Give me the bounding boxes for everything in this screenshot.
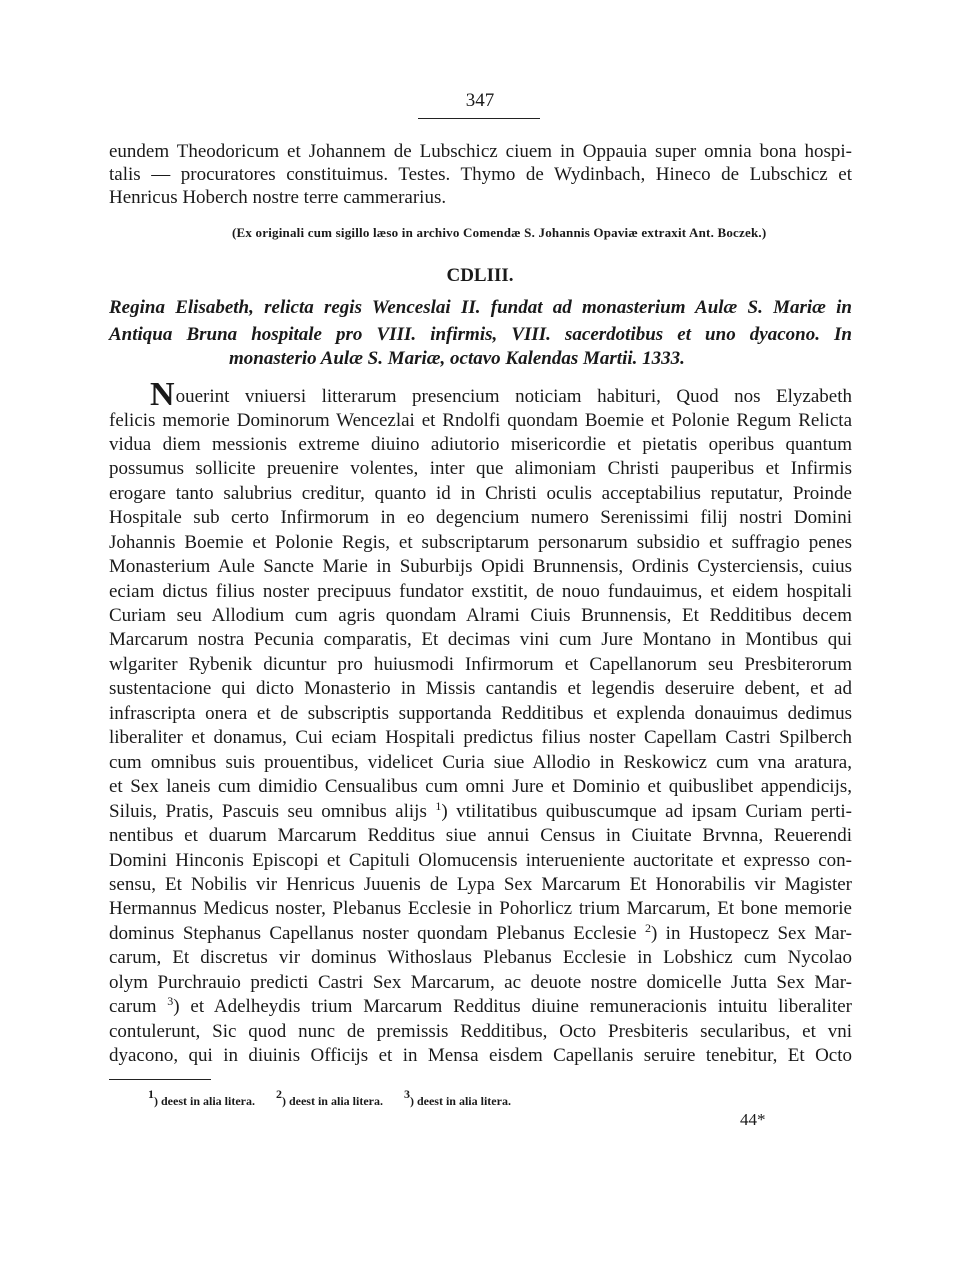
footnote	[148, 1087, 255, 1108]
body-line: sensu, Et Nobilis vir Henricus Juuenis de Lypa Sex Marcarum Et Honorabilis vir Magister	[109, 874, 852, 895]
page-number-rule	[418, 118, 540, 119]
body-line: erogare tanto salubrius creditur, quanto id in Christi oculis acceptabilius reputatur, Proinde	[109, 483, 852, 504]
document-number: CDLIII.	[446, 265, 514, 286]
body-first-line	[150, 376, 852, 413]
body-text: ) et Adelheydis trium Marcarum Redditus diuine remuneracionis intuitu liberaliter	[173, 996, 852, 1017]
body-line: Marcarum nostra Pecunia comparatis, Et decimas vini cum Jure Montano in Montibus qui	[109, 629, 852, 650]
body-line: possumus sollicite preuenire volentes, inter que alimoniam Christi pauperibus et Infirmis	[109, 458, 852, 479]
body-line: infrascripta onera et de subscriptis supportanda Redditibus et explenda donauimus dedimus	[109, 703, 852, 724]
body-line: Domini Hinconis Episcopi et Capituli Olomucensis interueniente auctoritate et expresso con-	[109, 850, 852, 871]
body-line: sustentacione qui dicto Monasterio in Missis cantandis et legendis deseruire debent, et ad	[109, 678, 852, 699]
footnote	[275, 1087, 383, 1108]
footnote-number: 3	[403, 1087, 410, 1101]
body-line: nentibus et duarum Marcarum Redditus siue annui Census in Ciuitate Brvnna, Reuerendi	[109, 825, 852, 846]
body-line: Curiam seu Allodium cum agris quondam Alrami Ciuis Brunnensis, Et Redditibus decem	[109, 605, 852, 626]
intro-line: eundem Theodoricum et Johannem de Lubschicz ciuem in Oppauia super omnia bona hospi-	[109, 141, 852, 162]
body-line: contulerunt, Sic quod nunc de premissis Redditibus, Octo Presbiteris secularibus, et vni	[109, 1021, 852, 1042]
body-line: et Sex laneis cum dimidio Censualibus cum omni Jure et Dominio et quibuslibet appendicijs,	[109, 776, 852, 797]
sheet-signature: 44*	[740, 1110, 766, 1129]
body-line: eciam dictus filius noster precipuus fundator exstitit, de nouo fundauimus, et eidem hospitali	[109, 581, 852, 602]
body-line: dyacono, qui in diuinis Officijs et in Mensa eisdem Capellanis seruire tenebitur, Et Octo	[109, 1045, 852, 1066]
footnote-mark: 3	[167, 994, 174, 1008]
body-line: liberaliter et donamus, Cui eciam Hospitali predictus filius noster Capellam Castri Spilberch	[109, 727, 852, 748]
body-line: Hermannus Medicus noster, Plebanus Ecclesie in Pohorlicz trium Marcarum, Et bone memorie	[109, 898, 852, 919]
body-line: Monasterium Aule Sancte Marie in Suburbijs Opidi Brunnensis, Ordinis Cysterciensis, cuius	[109, 556, 852, 577]
footnote-mark: 2	[644, 921, 651, 935]
body-line: Hospitale sub certo Infirmorum in eo degencium numero Serenissimi filij nostri Domini	[109, 507, 852, 528]
body-line	[109, 995, 852, 1019]
document-title-line: monasterio Aulæ S. Mariæ, octavo Kalendas Martii. 1333.	[229, 348, 685, 369]
source-note: (Ex originali cum sigillo læso in archivo Comendæ S. Johannis Opaviæ extraxit Ant. Boczek.)	[232, 225, 767, 240]
document-title-line: Antiqua Bruna hospitale pro VIII. infirmis, VIII. sacerdotibus et uno dyacono. In	[109, 324, 852, 345]
body-text: carum	[109, 996, 168, 1017]
footnote-number: 1	[148, 1087, 154, 1101]
body-line: vidua diem messionis extreme diuino adiutorio misericordie et pietatis operibus quantum	[109, 434, 852, 455]
body-line	[109, 800, 852, 824]
footnote-text: ) deest in alia litera.	[154, 1094, 255, 1108]
body-line: felicis memorie Dominorum Wencezlai et Rndolfi quondam Boemie et Polonie Regum Relicta	[109, 410, 852, 431]
intro-line: Henricus Hoberch nostre terre cammerarius.	[109, 187, 447, 208]
footnote	[403, 1087, 511, 1108]
body-text: Siluis, Pratis, Pascuis seu omnibus alijs	[109, 801, 436, 822]
footnotes	[148, 1087, 529, 1109]
body-line: Johannis Boemie et Polonie Regis, et subscriptarum personarum subsidio et suffragio penes	[109, 532, 852, 553]
body-line: cum omnibus suis prouentibus, videlicet Curia siue Allodio in Reskowicz cum vna aratura,	[109, 752, 852, 773]
intro-line: talis — procuratores constituimus. Testes. Thymo de Wydinbach, Hineco de Lubschicz et	[109, 164, 852, 185]
body-line: carum, Et discretus vir dominus Withoslaus Plebanus Ecclesie in Lobshicz cum Nycolao	[109, 947, 852, 968]
body-text: ) vtilitatibus quibuscumque ad ipsam Curiam perti-	[441, 801, 852, 822]
document-title-line: Regina Elisabeth, relicta regis Wenceslai II. fundat ad monasterium Aulæ S. Mariæ in	[109, 297, 852, 318]
first-line-text: ouerint vniuersi litterarum presencium noticiam habituri, Quod nos Elyzabeth	[175, 386, 852, 407]
initial-letter: N	[150, 376, 175, 413]
body-text: ) in Hustopecz Sex Mar-	[650, 923, 852, 944]
footnote-mark: 1	[435, 799, 442, 813]
body-text: dominus Stephanus Capellanus noster quondam Plebanus Ecclesie	[109, 923, 645, 944]
footnote-number: 2	[275, 1087, 282, 1101]
page-number: 347	[465, 90, 495, 111]
footnote-text: ) deest in alia litera.	[281, 1094, 383, 1108]
body-line	[109, 922, 852, 946]
body-line: olym Purchrauio predicti Castri Sex Marcarum, ac deuote nostre domicelle Jutta Sex Mar-	[109, 972, 852, 993]
body-line: wlgariter Rybenik dicuntur pro huiusmodi Infirmorum et Capellanorum seu Presbiterorum	[109, 654, 852, 675]
footnote-text: ) deest in alia litera.	[409, 1094, 511, 1108]
footnote-rule	[109, 1079, 211, 1080]
